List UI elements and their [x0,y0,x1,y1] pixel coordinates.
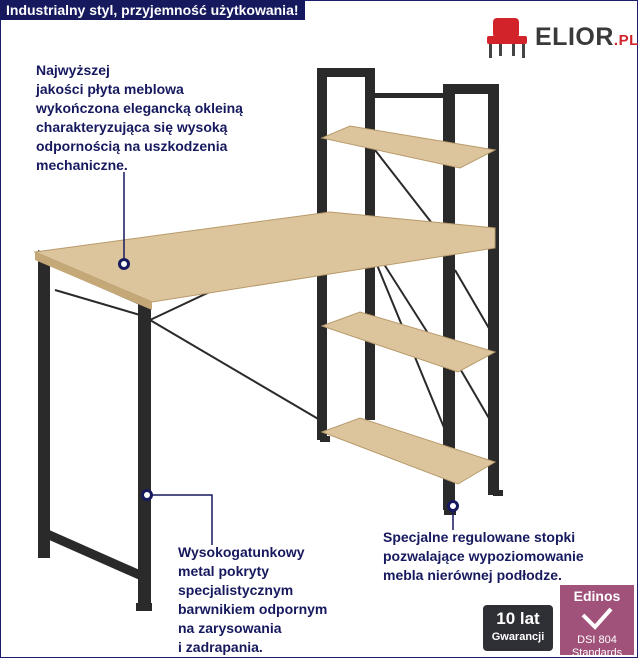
edinos-standards: Standards [571,647,623,659]
desk-left-frame [38,250,152,611]
desk-cross-brace-c [150,320,320,420]
edinos-check-icon [577,605,617,631]
warranty-badge [483,605,553,651]
callout-adjustable-feet: Specjalne regulowane stopki pozwalające wypoziomowanie mebla nierównej podłodze. [383,529,584,583]
marker-dot-top [120,260,129,269]
leader-line-bottom [147,495,212,545]
bottom-shelf [322,418,495,484]
banner: Industrialny styl, przyjemność użytkowania! [0,0,305,20]
edinos-dsi: DSI 804 [577,634,617,646]
logo-brand: ELIOR [535,23,614,51]
middle-shelf [322,312,495,372]
top-shelf [322,126,495,168]
marker-dot-right [449,502,458,511]
callout-board-quality: Najwyższej jakości płyta meblowa wykończona elegancką okleiną charakteryzująca się wysoką odpornością na uszkodzenia mechaniczne. [36,62,243,173]
edinos-title: Edinos [573,588,621,604]
warranty-label: Gwarancji [491,631,545,643]
callout-metal-frame: Wysokogatunkowy metal pokryty specjalistycznym barwnikiem odpornym na zarysowania i zadrapania. [178,544,328,655]
logo-suffix: .PL [613,32,639,49]
warranty-years: 10 lat [496,609,540,628]
marker-dot-bottom [143,491,152,500]
edinos-badge [560,585,634,659]
